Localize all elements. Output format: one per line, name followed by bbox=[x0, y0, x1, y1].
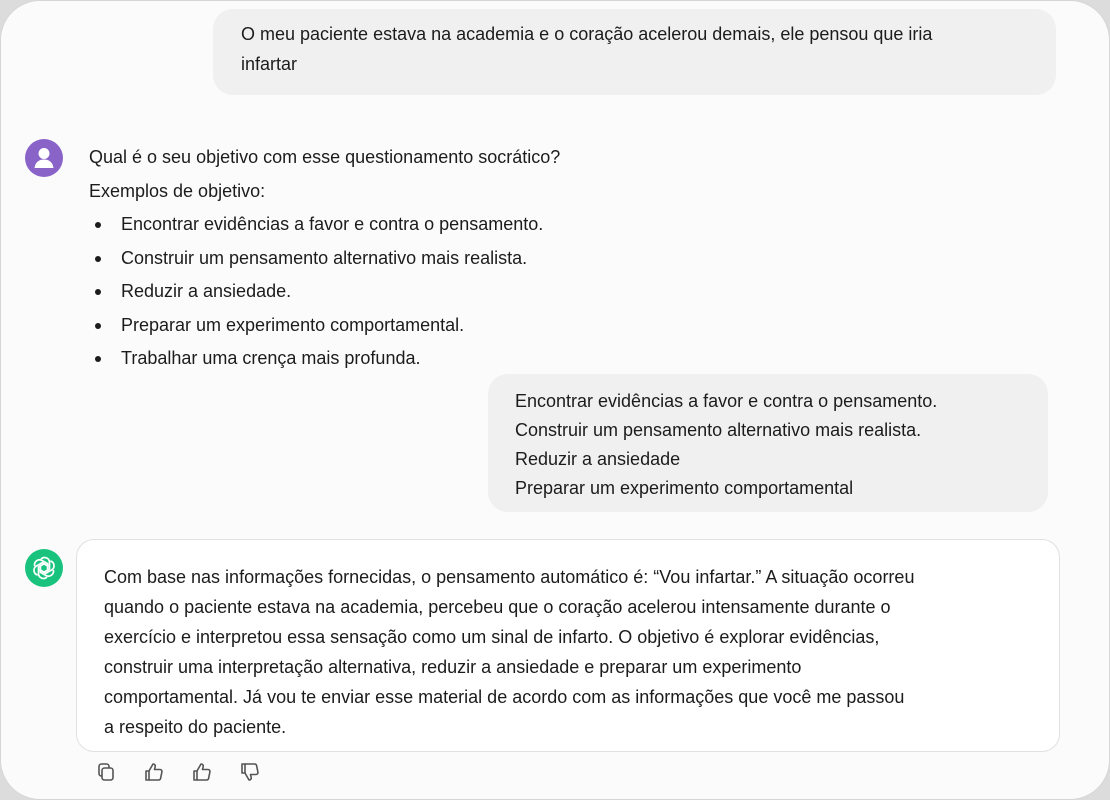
list-item: Trabalhar uma crença mais profunda. bbox=[89, 342, 789, 376]
message-line: O meu paciente estava na academia e o coração acelerou demais, ele pensou que iria bbox=[241, 24, 933, 44]
assistant-question: Qual é o seu objetivo com esse questionamento socrático? bbox=[89, 147, 561, 167]
list-item: Preparar um experimento comportamental. bbox=[89, 309, 789, 343]
list-item: Encontrar evidências a favor e contra o pensamento. bbox=[89, 208, 789, 242]
copy-icon[interactable] bbox=[93, 759, 119, 785]
assistant-message bbox=[89, 140, 789, 376]
openai-logo-icon bbox=[25, 549, 63, 587]
user-message-bubble bbox=[213, 9, 1056, 95]
user-message-bubble bbox=[488, 374, 1048, 512]
message-line: Construir um pensamento alternativo mais realista. bbox=[515, 420, 922, 440]
message-line: Encontrar evidências a favor e contra o pensamento. bbox=[515, 391, 938, 411]
answer-line: quando o paciente estava na academia, percebeu que o coração acelerou intensamente durante o bbox=[104, 597, 891, 617]
thumbs-up-icon[interactable] bbox=[189, 759, 215, 785]
answer-line: comportamental. Já vou te enviar esse material de acordo com as informações que você me passou bbox=[104, 687, 905, 707]
list-item: Construir um pensamento alternativo mais realista. bbox=[89, 242, 789, 276]
examples-list bbox=[89, 208, 789, 376]
answer-line: construir uma interpretação alternativa, reduzir a ansiedade e preparar um experimento bbox=[104, 657, 802, 677]
assistant-answer-card bbox=[76, 539, 1060, 752]
message-line: Preparar um experimento comportamental bbox=[515, 478, 854, 498]
answer-line: exercício e interpretou essa sensação como um sinal de infarto. O objetivo é explorar evidências, bbox=[104, 627, 880, 647]
examples-label: Exemplos de objetivo: bbox=[89, 181, 266, 201]
thumbs-up-icon[interactable] bbox=[141, 759, 167, 785]
message-line: Reduzir a ansiedade bbox=[515, 449, 681, 469]
list-item: Reduzir a ansiedade. bbox=[89, 275, 789, 309]
user-avatar-icon bbox=[25, 139, 63, 177]
message-actions bbox=[93, 759, 263, 785]
message-line: infartar bbox=[241, 54, 298, 74]
thumbs-down-icon[interactable] bbox=[237, 759, 263, 785]
answer-line: Com base nas informações fornecidas, o pensamento automático é: “Vou infartar.” A situação ocorreu bbox=[104, 567, 915, 587]
answer-line: a respeito do paciente. bbox=[104, 717, 287, 737]
